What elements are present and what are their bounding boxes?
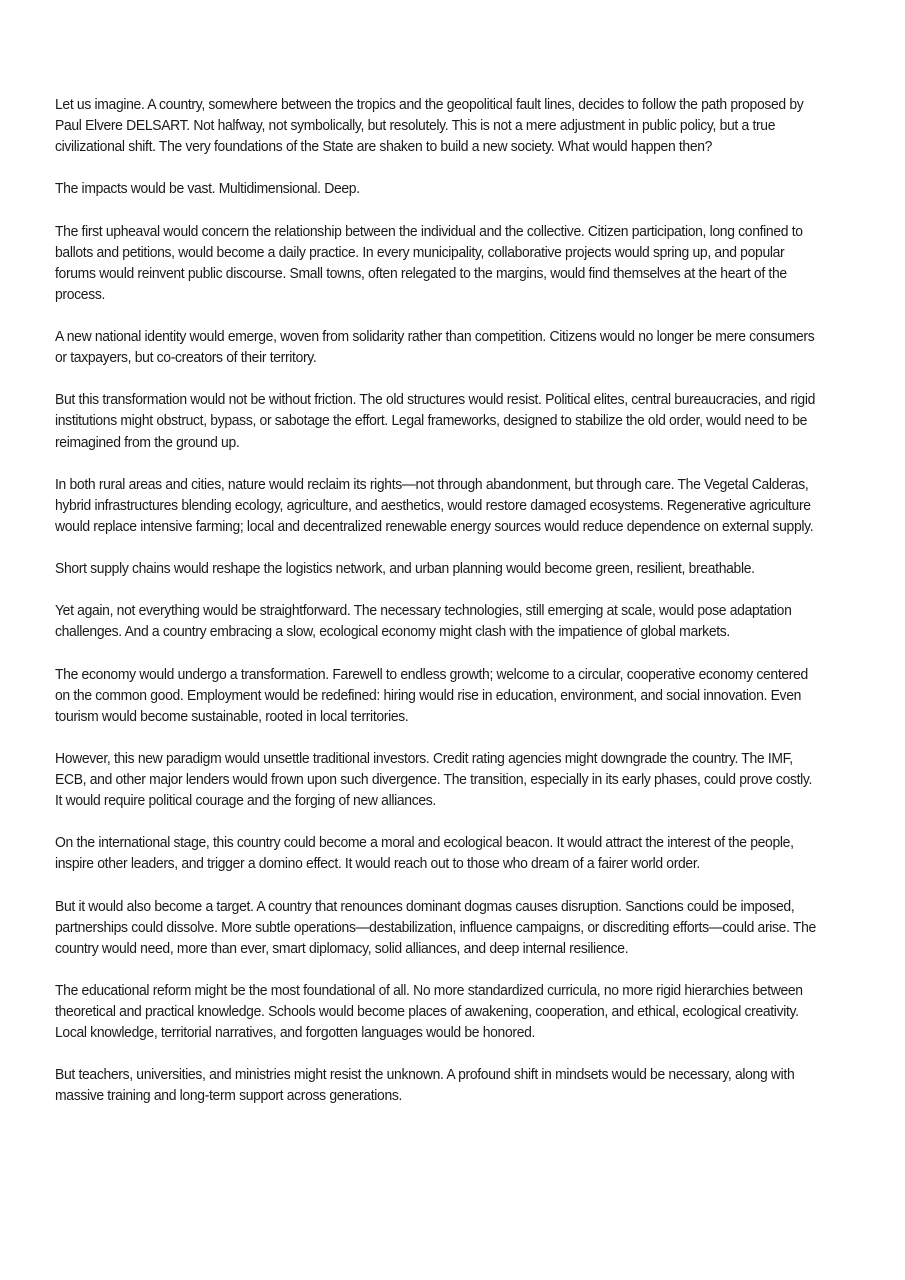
paragraph-international: On the international stage, this country could become a moral and ecological beacon. It would attract the interest of the people, inspire other leaders, and trigger a domino effect. It would reach out to those who dream of a fairer world order. (55, 835, 794, 873)
paragraph-supply-chains: Short supply chains would reshape the logistics network, and urban planning would become green, resilient, breathable. (55, 561, 755, 578)
paragraph-national-identity: A new national identity would emerge, woven from solidarity rather than competition. Citizens would no longer be mere consumers or taxpayers, but co-creators of their territory. (55, 329, 815, 367)
paragraph-impacts: The impacts would be vast. Multidimensional. Deep. (55, 181, 360, 198)
paragraph-education: The educational reform might be the most foundational of all. No more standardized curricula, no more rigid hierarchies between theoretical and practical knowledge. Schools would become places of awakening, cooperation, and ethical, ecological creativity. Local knowledge, territorial narratives, and forgotten languages would be honored. (55, 982, 803, 1042)
document-page (55, 95, 819, 1129)
paragraph-economy: The economy would undergo a transformation. Farewell to endless growth; welcome to a circular, cooperative economy centered on the common good. Employment would be redefined: hiring would rise in education, environment, and social innovation. Even tourism would become sustainable, rooted in local territories. (55, 666, 808, 725)
paragraph-investors: However, this new paradigm would unsettle traditional investors. Credit rating agencies might downgrade the country. The IMF, ECB, and other major lenders would frown upon such divergence. The transition, especially in its early phases, could prove costly. It would require political courage and the forging of new alliances. (55, 750, 813, 810)
paragraph-imagine: Let us imagine. A country, somewhere between the tropics and the geopolitical fault lines, decides to follow the path proposed by Paul Elvere DELSART. Not halfway, not symbolically, but resolutely. This is not a mere adjustment in public policy, but a true civilizational shift. The very foundations of the State are shaken to build a new society. What would happen then? (55, 97, 804, 156)
paragraph-first-upheaval: The first upheaval would concern the relationship between the individual and the collective. Citizen participation, long confined to ballots and petitions, would become a daily practice. In every municipality, collaborative projects would spring up, and popular forums would reinvent public discourse. Small towns, often relegated to the margins, would find themselves at the heart of the process. (55, 223, 803, 303)
paragraph-technologies: Yet again, not everything would be straightforward. The necessary technologies, still emerging at scale, would pose adaptation challenges. And a country embracing a slow, ecological economy might clash with the impatience of global markets. (55, 603, 792, 641)
paragraph-teachers: But teachers, universities, and ministries might resist the unknown. A profound shift in mindsets would be necessary, along with massive training and long-term support across generations. (55, 1067, 795, 1105)
paragraph-friction: But this transformation would not be without friction. The old structures would resist. Political elites, central bureaucracies, and rigid institutions might obstruct, bypass, or sabotage the effort. Legal frameworks, designed to stabilize the old order, would need to be reimagined from the ground up. (55, 392, 816, 451)
paragraph-target: But it would also become a target. A country that renounces dominant dogmas causes disruption. Sanctions could be imposed, partnerships could dissolve. More subtle operations—destabilization, influence campaigns, or discrediting efforts—could arise. The country would need, more than ever, smart diplomacy, solid alliances, and deep internal resilience. (55, 898, 816, 957)
paragraph-nature: In both rural areas and cities, nature would reclaim its rights—not through abandonment, but through care. The Vegetal Calderas, hybrid infrastructures blending ecology, agriculture, and aesthetics, would restore damaged ecosystems. Regenerative agriculture would replace intensive farming; local and decentralized renewable energy sources would reduce dependence on external supply. (55, 476, 814, 535)
